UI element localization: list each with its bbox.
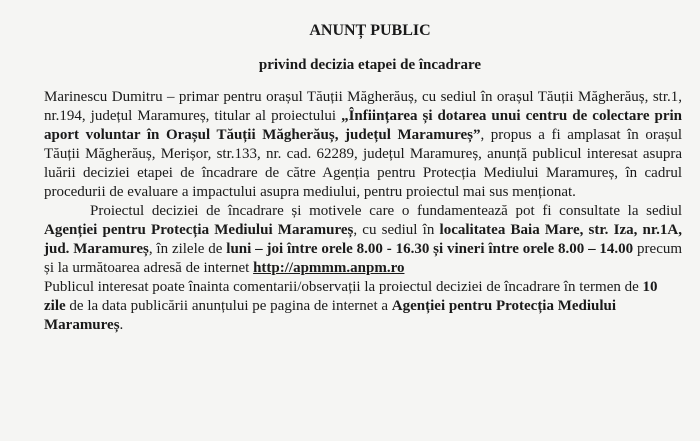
paragraph-1-text-b: , propus a fi amplasat în orașul Tăuții Măgherăuș, Merișor, str.133, nr. cad. 62289, județul Maramureș, anunță publicul interesat asupra luării deciziei etapei de încadrare de către Agenția pentru Protecția Mediului Maramureș, în cadrul procedurii de evaluare a impactului asupra mediului, pentru proiectul mai sus menționat.: [44, 127, 682, 200]
paragraph-2-text-a: Proiectul deciziei de încadrare și motivele care o fundamentează pot fi consultate la sediul: [90, 203, 682, 219]
agency-name: Agenției pentru Protecția Mediului Maramureș: [44, 222, 354, 238]
notice-title: ANUNȚ PUBLIC: [309, 22, 431, 39]
paragraph-2-text-d: precum și la următoarea adresă de internet: [44, 241, 683, 276]
agency-name-2: Agenției pentru Protecția Mediului Maramureș: [44, 298, 617, 333]
paragraph-3-text-b: de la data publicării anunțului pe pagina de internet a: [65, 298, 392, 314]
agency-website-link[interactable]: http://apmmm.anpm.ro: [253, 260, 405, 276]
office-schedule: luni – joi între orele 8.00 - 16.30 și vineri între orele 8.00 – 14.00: [226, 241, 634, 257]
comment-period: 10 zile: [44, 279, 658, 314]
project-title: „Înființarea și dotarea unui centru de colectare prin aport voluntar în Orașul Tăuții Măgherăuș, județul Maramureș”: [44, 108, 682, 143]
notice-paragraph-1: [44, 74, 682, 202]
notice-subtitle: privind decizia etapei de încadrare: [258, 57, 482, 73]
paragraph-3-text-a: Publicul interesat poate înainta comentarii/observații la proiectul deciziei de încadrare în termen de: [44, 279, 643, 295]
agency-address: localitatea Baia Mare, str. Iza, nr.1A, jud. Maramureș: [44, 222, 683, 257]
paragraph-2-text-b: , cu sediul în: [353, 222, 440, 238]
paragraph-2-text-c: , în zilele de: [148, 241, 227, 257]
paragraph-1-text-a: Marinescu Dumitru – primar pentru orașul Tăuții Măgherăuș, cu sediul în orașul Tăuții Măgherăuș, str.1, nr.194, județul Maramureș, titular al proiectului: [44, 89, 682, 124]
notice-paragraph-3: [44, 278, 682, 335]
paragraph-3-text-c: .: [119, 317, 124, 333]
notice-paragraph-2: [44, 202, 682, 278]
